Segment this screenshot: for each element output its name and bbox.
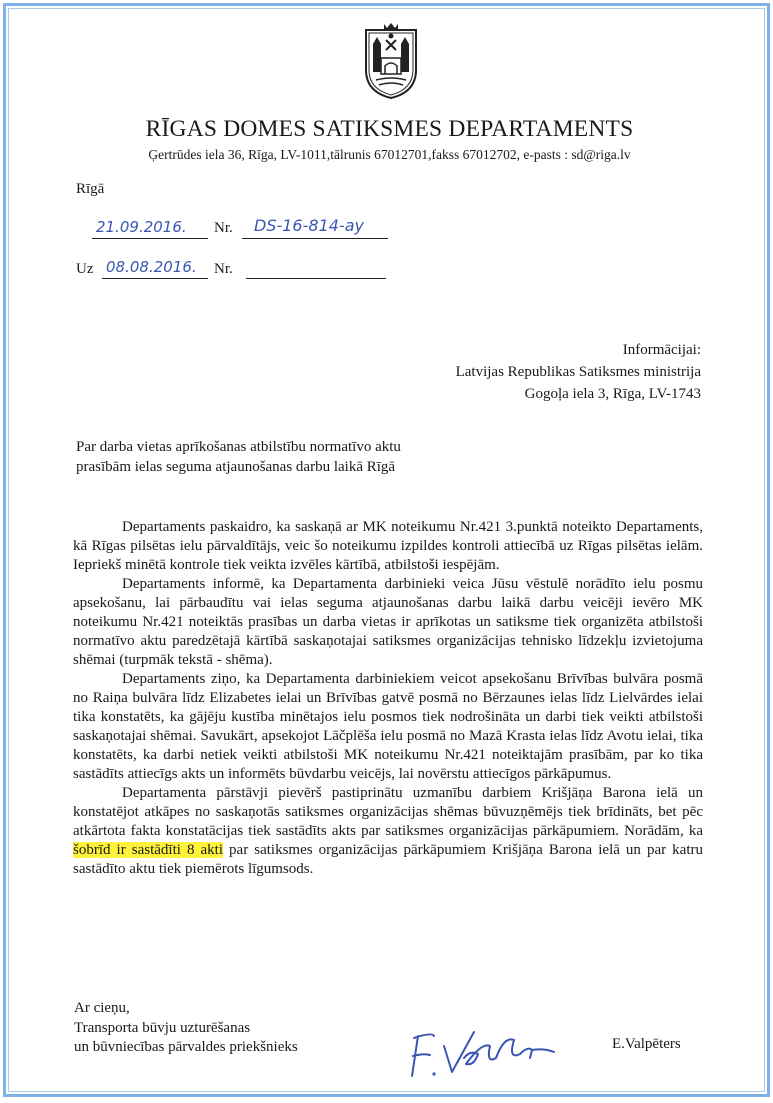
recipient-block [456,339,701,405]
letter-page [3,3,770,1097]
number-underline [242,238,388,239]
nr-label: Nr. [214,220,233,236]
letter-subject [76,437,401,477]
signer-title-1: Transporta būvju uzturēšanas [74,1019,251,1036]
recipient-name: Latvijas Republikas Satiksmes ministrija [455,364,701,380]
highlighted-text: šobrīd ir sastādīti 8 akti [73,842,223,858]
body-paragraph-1: Departaments paskaidro, ka saskaņā ar MK noteikumu Nr.421 3.punktā noteikto Departaments, kā Rīgas pilsētas ielu pārvaldītājs, veic šo noteikumu izpildes kontroli attiecībā uz Rīgas pilsētas ielām. Iepriekš minētā kontrole tiek veikta izvēles kārtībā, atbilstoši iespējām. [73,519,703,573]
closing-greeting: Ar cieņu, [74,1000,130,1016]
reference-date-underline [102,278,208,279]
letter-date: 21.09.2016. [96,218,187,236]
body-paragraph-4 [73,784,703,879]
subject-line-2: prasībām ielas seguma atjaunošanas darbu laikā Rīgā [76,459,396,475]
handwritten-signature-icon [404,1006,569,1086]
letter-body [73,518,703,879]
body-paragraph-2: Departaments informē, ka Departamenta darbinieki veica Jūsu vēstulē norādīto ielu posmu apsekošanu, lai pārbaudītu vai ielas seguma atjaunošanas darbu laikā darbu veicēji ievēro MK noteikumu Nr.421 noteiktās prasības un darba vietas ir aprīkotas un satiksme tiek organizēta atbilstoši normatīvo aktu paredzētajā kārtībā saskaņotajai satiksmes organizācijas tehnisko līdzekļu izvietojuma shēmai (turpmāk tekstā - shēma). [73,576,703,668]
signer-title-2: un būvniecības pārvaldes priekšnieks [74,1039,298,1055]
reference-number-underline [246,278,386,279]
letter-number: DS-16-814-ay [254,216,364,235]
recipient-label: Informācijai: [622,342,701,358]
closing-block [74,999,298,1058]
signer-name: E.Valpēters [612,1036,681,1052]
reference-date: 08.08.2016. [106,258,197,276]
organization-name: RĪGAS DOMES SATIKSMES DEPARTAMENTS [145,116,634,142]
reference-nr-label: Nr. [214,261,233,277]
date-underline [92,238,208,239]
body-paragraph-3: Departaments ziņo, ka Departamenta darbiniekiem veicot apsekošanu Brīvības bulvāra posmā no Raiņa bulvāra līdz Elizabetes ielai un Brīvības gatvē posmā no Bērzaunes ielas līdz Lielvārdes ielai tika konstatēts, ka gājēju kustība minētajos ielu posmos tiek nodrošināta un darbi tiek veikti atbilstoši saskaņotajai shēmai. Savukārt, apsekojot Lāčplēša ielu posmā no Mazā Krasta ielas līdz Avotu ielai, tika konstatēts, ka darbi netiek veikti atbilstoši MK noteikumu Nr.421 noteiktajām prasībām, par ko tika sastādīts attiecīgs akts un informēts būvdarbu veicējs, lai novērstu attiecīgos pārkāpumus. [73,671,703,782]
paragraph-4-start: Departamenta pārstāvji pievērš pastiprinātu uzmanību darbiem Krišjāņa Barona ielā un konstatējot atkāpes no saskaņotās satiksmes organizācijas shēmas būvuzņēmējs tiek brīdināts, bet pēc atkārtota fakta konstatācijas tiek sastādīts akts par satiksmes organizācijas pārkāpumiem. Norādām, ka [73,785,703,839]
subject-line-1: Par darba vietas aprīkošanas atbilstību normatīvo aktu [76,439,401,455]
place-label: Rīgā [76,181,105,197]
paragraph-4-end: par satiksmes organizācijas pārkāpumiem Krišjāņa Barona ielā un par katru sastādīto aktu tiek piemērots līgumsods. [73,842,703,877]
reference-prefix: Uz [76,261,94,277]
riga-coat-of-arms-icon [362,22,420,100]
organization-address: Ģertrūdes iela 36, Rīga, LV-1011,tālrunis 67012701,fakss 67012702, e-pasts : sd@riga.lv [148,147,631,162]
recipient-address: Gogoļa iela 3, Rīga, LV-1743 [524,386,701,402]
